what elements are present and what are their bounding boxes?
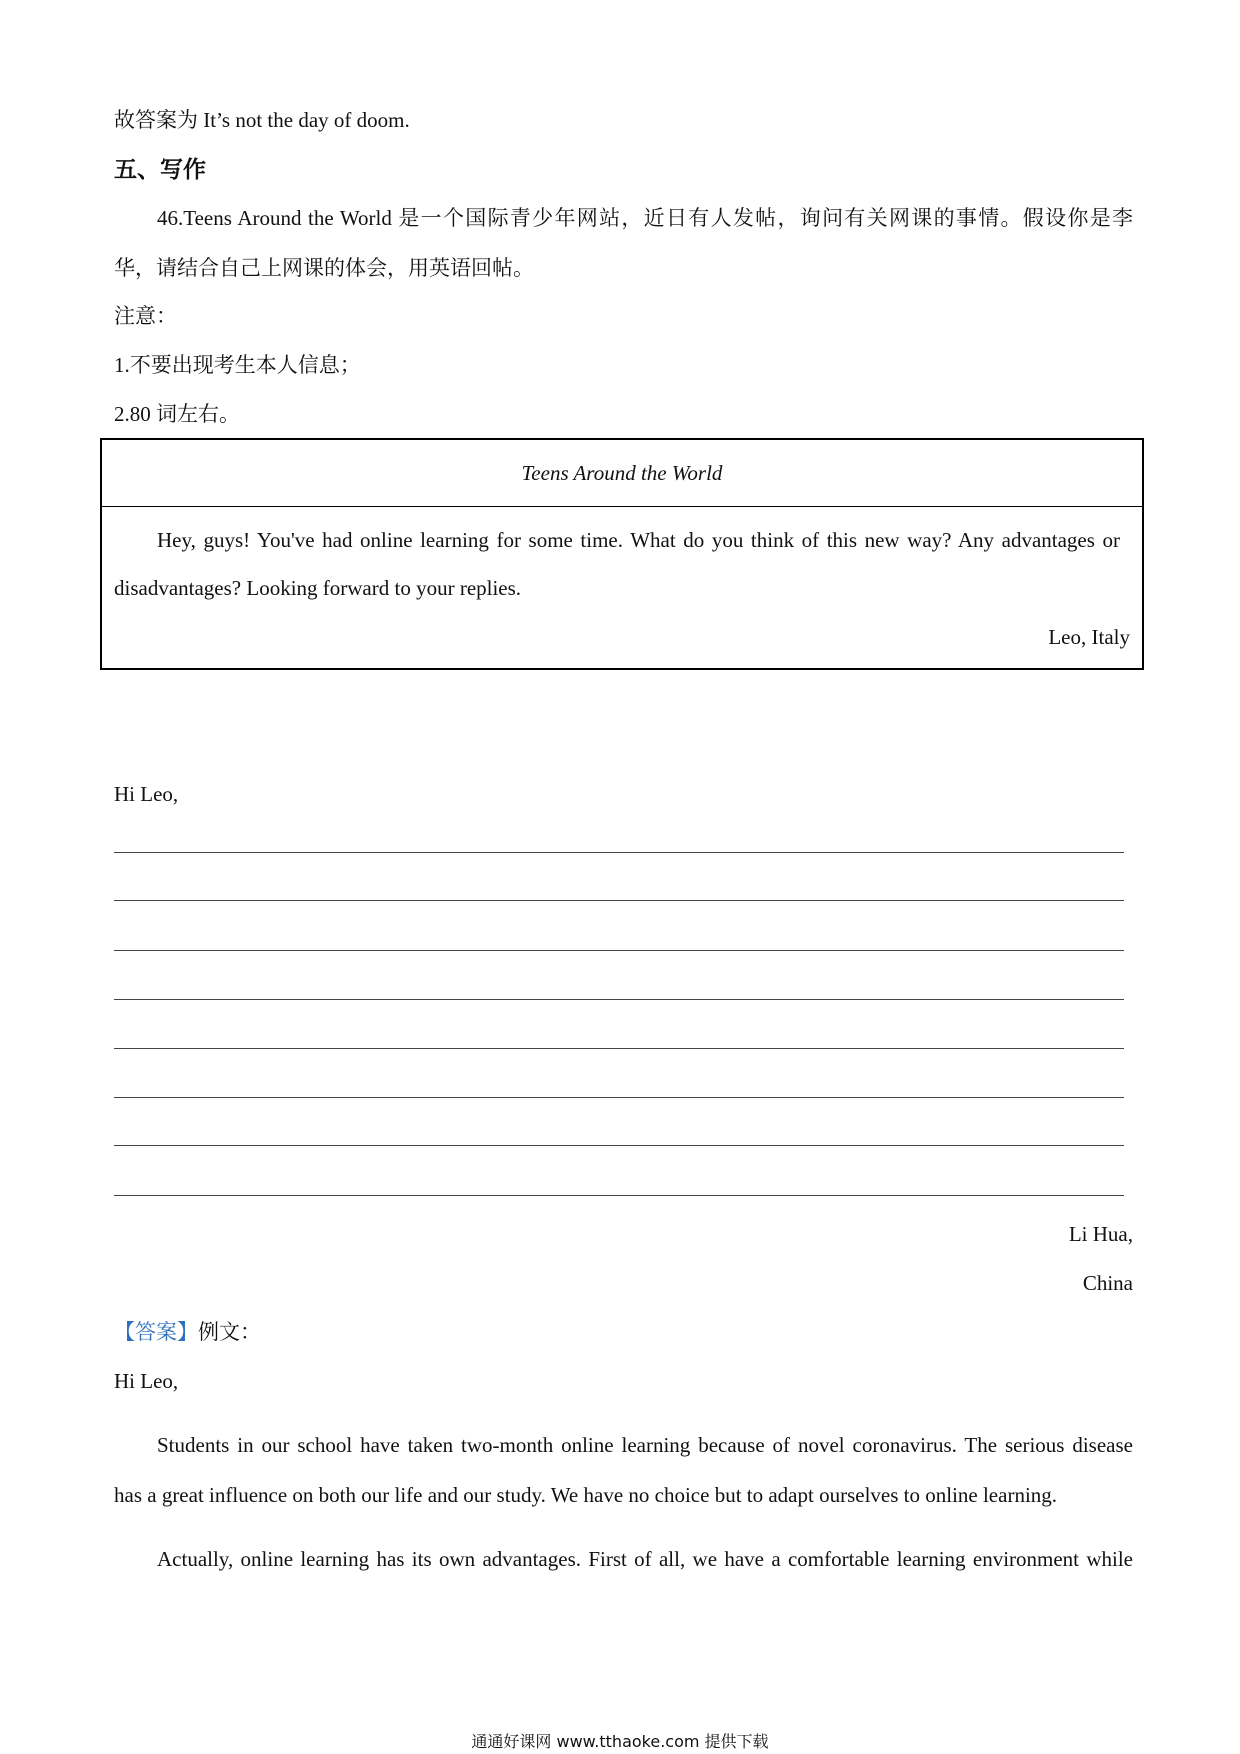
- answer-paragraph-1-line-1: Students in our school have taken two-month online learning because of novel coronavirus. The serious disease: [157, 1433, 1133, 1457]
- notes-label: 注意：: [114, 304, 177, 328]
- question-line-1: 46.Teens Around the World 是一个国际青少年网站，近日有人发帖，询问有关网课的事情。假设你是李: [157, 206, 1133, 230]
- answer-greeting: Hi Leo,: [114, 1369, 179, 1393]
- question-line-2: 华，请结合自己上网课的体会，用英语回帖。: [114, 256, 534, 280]
- forum-post-title: Teens Around the World: [102, 440, 1142, 507]
- writing-line: [114, 1048, 1124, 1049]
- note-item-2: 2.80 词左右。: [114, 402, 240, 426]
- reply-signature-name: Li Hua,: [1068, 1222, 1133, 1246]
- writing-line: [114, 1195, 1124, 1196]
- writing-line: [114, 852, 1124, 853]
- writing-line: [114, 950, 1124, 951]
- writing-line: [114, 1145, 1124, 1146]
- forum-post-line-1: Hey, guys! You've had online learning for some time. What do you think of this new way? Any advantages or: [157, 528, 1120, 552]
- forum-post-box: [100, 438, 1144, 670]
- forum-post-signature: Leo, Italy: [1048, 625, 1130, 649]
- answer-label: 【答案】: [114, 1320, 198, 1344]
- answer-intro: 例文：: [198, 1320, 261, 1344]
- page-footer: 通通好课网 www.tthaoke.com 提供下载: [471, 1732, 769, 1751]
- forum-post-line-2: disadvantages? Looking forward to your replies.: [114, 576, 522, 600]
- answer-heading: [114, 1318, 714, 1346]
- writing-line: [114, 900, 1124, 901]
- section-heading: 五、写作: [114, 157, 206, 182]
- previous-answer-line: 故答案为 It’s not the day of doom.: [114, 108, 410, 132]
- reply-signature-place: China: [1082, 1271, 1133, 1295]
- writing-line: [114, 999, 1124, 1000]
- writing-line: [114, 1097, 1124, 1098]
- answer-paragraph-1-line-2: has a great influence on both our life and our study. We have no choice but to adapt ourselves to online learning.: [114, 1483, 1058, 1507]
- note-item-1: 1.不要出现考生本人信息；: [114, 353, 361, 377]
- reply-greeting: Hi Leo,: [114, 782, 179, 806]
- answer-paragraph-2-line-1: Actually, online learning has its own advantages. First of all, we have a comfortable learning environment while: [157, 1547, 1133, 1571]
